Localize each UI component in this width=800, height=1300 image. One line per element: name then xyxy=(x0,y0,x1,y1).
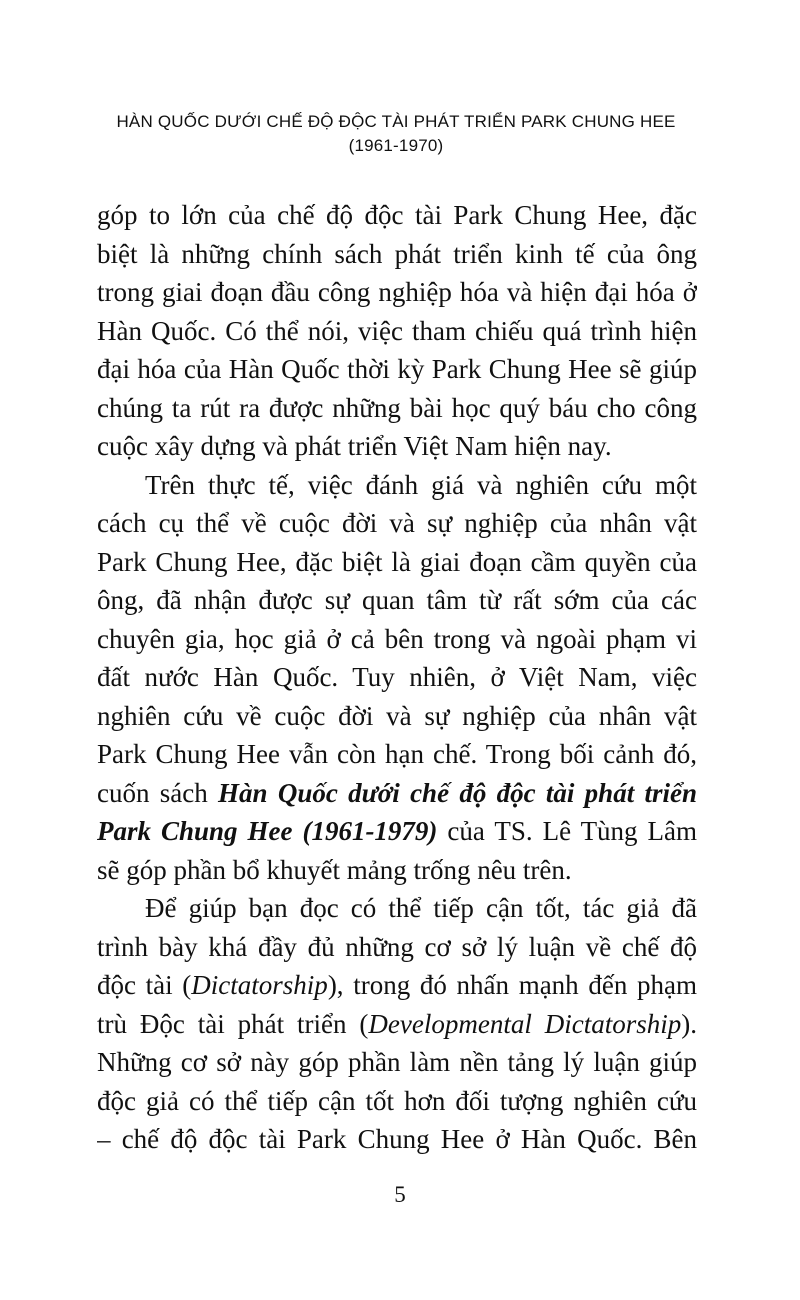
paragraph-3-line-7: – chế độ độc tài Park Chung Hee ở Hàn Quốc. Bên xyxy=(97,1124,697,1154)
paragraph-1-line-3: trong giai đoạn đầu công nghiệp hóa và hiện đại hóa ở xyxy=(97,277,697,307)
paragraph-2-line-5: chuyên gia, học giả ở cả bên trong và ngoài phạm vi xyxy=(97,623,697,654)
paragraph-2-line-6: đất nước Hàn Quốc. Tuy nhiên, ở Việt Nam, việc xyxy=(97,662,697,692)
paragraph-2-line-7: nghiên cứu về cuộc đời và sự nghiệp của nhân vật xyxy=(97,700,697,731)
paragraph-1-line-6: chúng ta rút ra được những bài học quý báu cho công xyxy=(97,392,697,423)
paragraph-2-line-4: ông, đã nhận được sự quan tâm từ rất sớm của các xyxy=(97,585,697,615)
body-text xyxy=(97,196,697,1159)
paragraph-3-line-4-pre: trù Độc tài phát triển ( xyxy=(97,1008,369,1039)
paragraph-3-line-3 xyxy=(97,966,697,1005)
paragraph-1-line-1: góp to lớn của chế độ độc tài Park Chung Hee, đặc xyxy=(97,200,697,230)
paragraph-2-line-10-text: của TS. Lê Tùng Lâm xyxy=(437,816,697,846)
paragraph-2-line-3: Park Chung Hee, đặc biệt là giai đoạn cầm quyền của xyxy=(97,546,697,577)
running-head-years: (1961-1970) xyxy=(348,136,444,155)
paragraph-3-line-3-pre: độc tài ( xyxy=(97,970,192,1000)
paragraph-3-line-2: trình bày khá đầy đủ những cơ sở lý luận về chế độ xyxy=(97,931,697,962)
paragraph-2-line-9 xyxy=(97,774,697,813)
book-title-part-2: Park Chung Hee (1961-1979) xyxy=(97,816,438,846)
paragraph-2-line-11: sẽ góp phần bổ khuyết mảng trống nêu trên. xyxy=(97,854,572,885)
paragraph-2-line-1: Trên thực tế, việc đánh giá và nghiên cứu một xyxy=(145,469,697,500)
running-head-title: HÀN QUỐC DƯỚI CHẾ ĐỘ ĐỘC TÀI PHÁT TRIỂN PARK CHUNG HEE xyxy=(116,112,676,131)
page-number: 5 xyxy=(394,1182,406,1207)
paragraph-3-line-3-post: ), trong đó nhấn mạnh đến phạm xyxy=(327,970,697,1000)
paragraph-2-line-2: cách cụ thể về cuộc đời và sự nghiệp của nhân vật xyxy=(97,508,697,538)
paragraph-3-line-1: Để giúp bạn đọc có thể tiếp cận tốt, tác giả đã xyxy=(145,893,697,923)
term-dictatorship: Dictatorship xyxy=(191,970,328,1000)
paragraph-1-line-7: cuộc xây dựng và phát triển Việt Nam hiện nay. xyxy=(97,431,612,461)
book-title-part-1: Hàn Quốc dưới chế độ độc tài phát triển xyxy=(218,777,697,808)
paragraph-2-line-9-text: cuốn sách xyxy=(97,777,219,808)
paragraph-3-line-4-post: ). xyxy=(681,1008,697,1039)
paragraph-1-line-2: biệt là những chính sách phát triển kinh tế của ông xyxy=(97,238,697,269)
term-developmental-dictatorship: Developmental Dictatorship xyxy=(368,1008,682,1039)
paragraph-1-line-5: đại hóa của Hàn Quốc thời kỳ Park Chung Hee sẽ giúp xyxy=(97,354,697,384)
paragraph-2-line-10 xyxy=(97,812,697,851)
paragraph-3-line-4 xyxy=(97,1005,697,1044)
paragraph-3-line-5: Những cơ sở này góp phần làm nền tảng lý luận giúp xyxy=(97,1047,697,1077)
paragraph-3-line-6: độc giả có thể tiếp cận tốt hơn đối tượng nghiên cứu xyxy=(97,1085,697,1116)
paragraph-2-line-8: Park Chung Hee vẫn còn hạn chế. Trong bối cảnh đó, xyxy=(97,739,697,769)
paragraph-1-line-4: Hàn Quốc. Có thể nói, việc tham chiếu quá trình hiện xyxy=(97,315,697,346)
